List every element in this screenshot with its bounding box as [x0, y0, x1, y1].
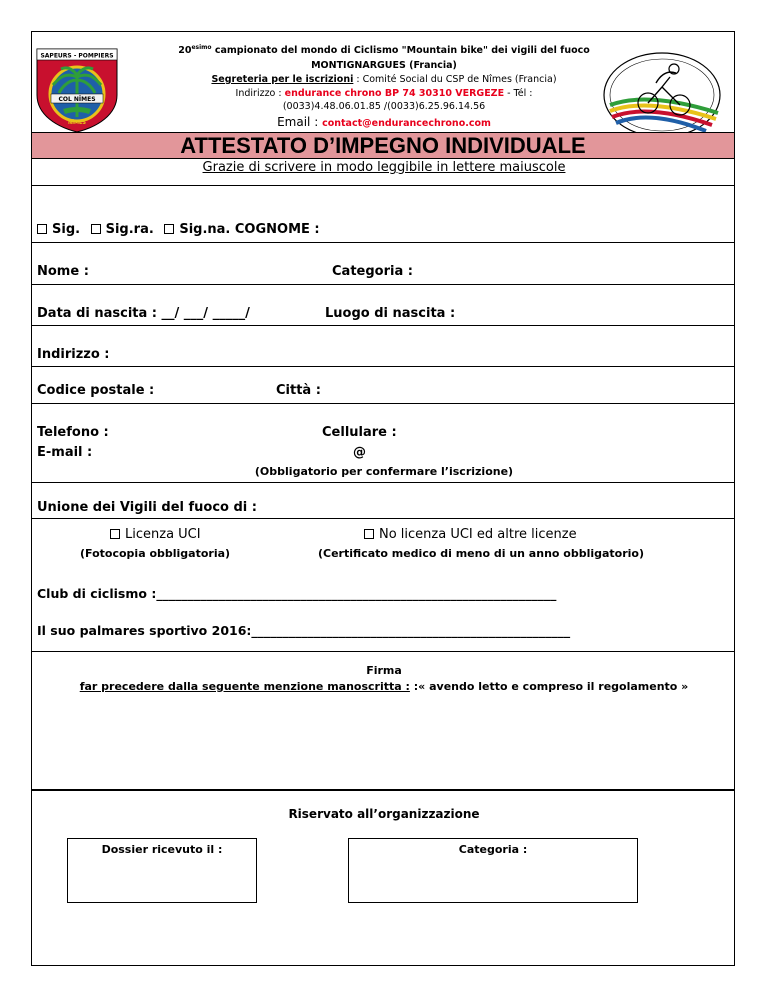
checkbox-sigra[interactable]	[91, 224, 101, 234]
divider	[32, 185, 734, 186]
nome-label: Nome :	[37, 264, 89, 279]
club-label: Club di ciclismo :________________________________________________________________	[37, 586, 557, 601]
header-line-4: Indirizzo : endurance chrono BP 74 30310 VERGEZE - Tél :	[235, 88, 533, 99]
citta-line	[32, 403, 734, 404]
palmares-label: Il suo palmares sportivo 2016:___________________________________________________	[37, 623, 571, 638]
licenza-uci-note: (Fotocopia obbligatoria)	[80, 547, 231, 560]
data-nascita-label: Data di nascita : __/ ___/ _____/	[37, 306, 250, 321]
at-sign: @	[353, 445, 366, 460]
licenza-uci-option: Licenza UCI	[110, 527, 201, 542]
page-title: ATTESTATO D’IMPEGNO INDIVIDUALE	[180, 133, 586, 158]
checkbox-no-licenza[interactable]	[364, 529, 374, 539]
title-bar	[32, 132, 734, 159]
unione-line	[32, 518, 734, 519]
no-licenza-option: No licenza UCI ed altre licenze	[364, 527, 577, 542]
firma-note: far precedere dalla seguente menzione manoscritta : :« avendo letto e compreso il regolamento »	[79, 680, 689, 693]
logo-ribbon-text: COL NÎMES	[58, 96, 96, 103]
subtitle: Grazie di scrivere in modo leggibile in lettere maiuscole	[202, 160, 566, 175]
header-email: Email : contact@endurancechrono.com	[277, 115, 491, 129]
unione-label: Unione dei Vigili del fuoco di :	[37, 500, 257, 515]
header-line-1: $20^{esimo}$ campionato del mondo di Ciclismo "Mountain bike" dei vigili del fuoco	[178, 44, 590, 57]
email-note: (Obbligatorio per confermare l’iscrizione)	[254, 465, 514, 478]
header-line-3: Segreteria per le iscrizioni : Comité Social du CSP de Nîmes (Francia)	[211, 74, 557, 85]
categoria-label: Categoria :	[332, 264, 413, 279]
nascita-line	[32, 325, 734, 326]
reserved-categoria-label: Categoria :	[458, 843, 528, 856]
logo-bottom-text: NÎMES	[67, 120, 87, 126]
firma-label: Firma	[366, 664, 402, 677]
palmares-line	[32, 651, 734, 652]
dossier-box[interactable]	[67, 838, 257, 903]
no-licenza-note: (Certificato medico di meno di un anno obbligatorio)	[318, 547, 645, 560]
checkbox-licenza-uci[interactable]	[110, 529, 120, 539]
checkbox-sig[interactable]	[37, 224, 47, 234]
indirizzo-label: Indirizzo :	[37, 347, 110, 362]
reserved-title: Riservato all’organizzazione	[288, 807, 480, 821]
telefono-label: Telefono :	[37, 425, 109, 440]
categoria-box[interactable]	[348, 838, 638, 903]
indirizzo-line	[32, 366, 734, 367]
header-line-2: MONTIGNARGUES (Francia)	[311, 60, 457, 71]
dossier-label: Dossier ricevuto il :	[101, 843, 223, 856]
codice-postale-label: Codice postale :	[37, 383, 155, 398]
luogo-nascita-label: Luogo di nascita :	[325, 306, 456, 321]
cellulare-label: Cellulare :	[322, 425, 397, 440]
logo-top-text: SAPEURS - POMPIERS	[40, 52, 114, 60]
header-line-5: (0033)4.48.06.01.85 /(0033)6.25.96.14.56	[282, 101, 486, 112]
citta-label: Città :	[276, 383, 321, 398]
nome-line	[32, 284, 734, 285]
cognome-line	[32, 242, 734, 243]
email-label: E-mail :	[37, 445, 93, 460]
email-line	[32, 482, 734, 483]
checkbox-signa[interactable]	[164, 224, 174, 234]
reserved-divider	[32, 789, 734, 791]
salutation-row: Sig. Sig.ra. Sig.na. COGNOME :	[37, 222, 320, 237]
